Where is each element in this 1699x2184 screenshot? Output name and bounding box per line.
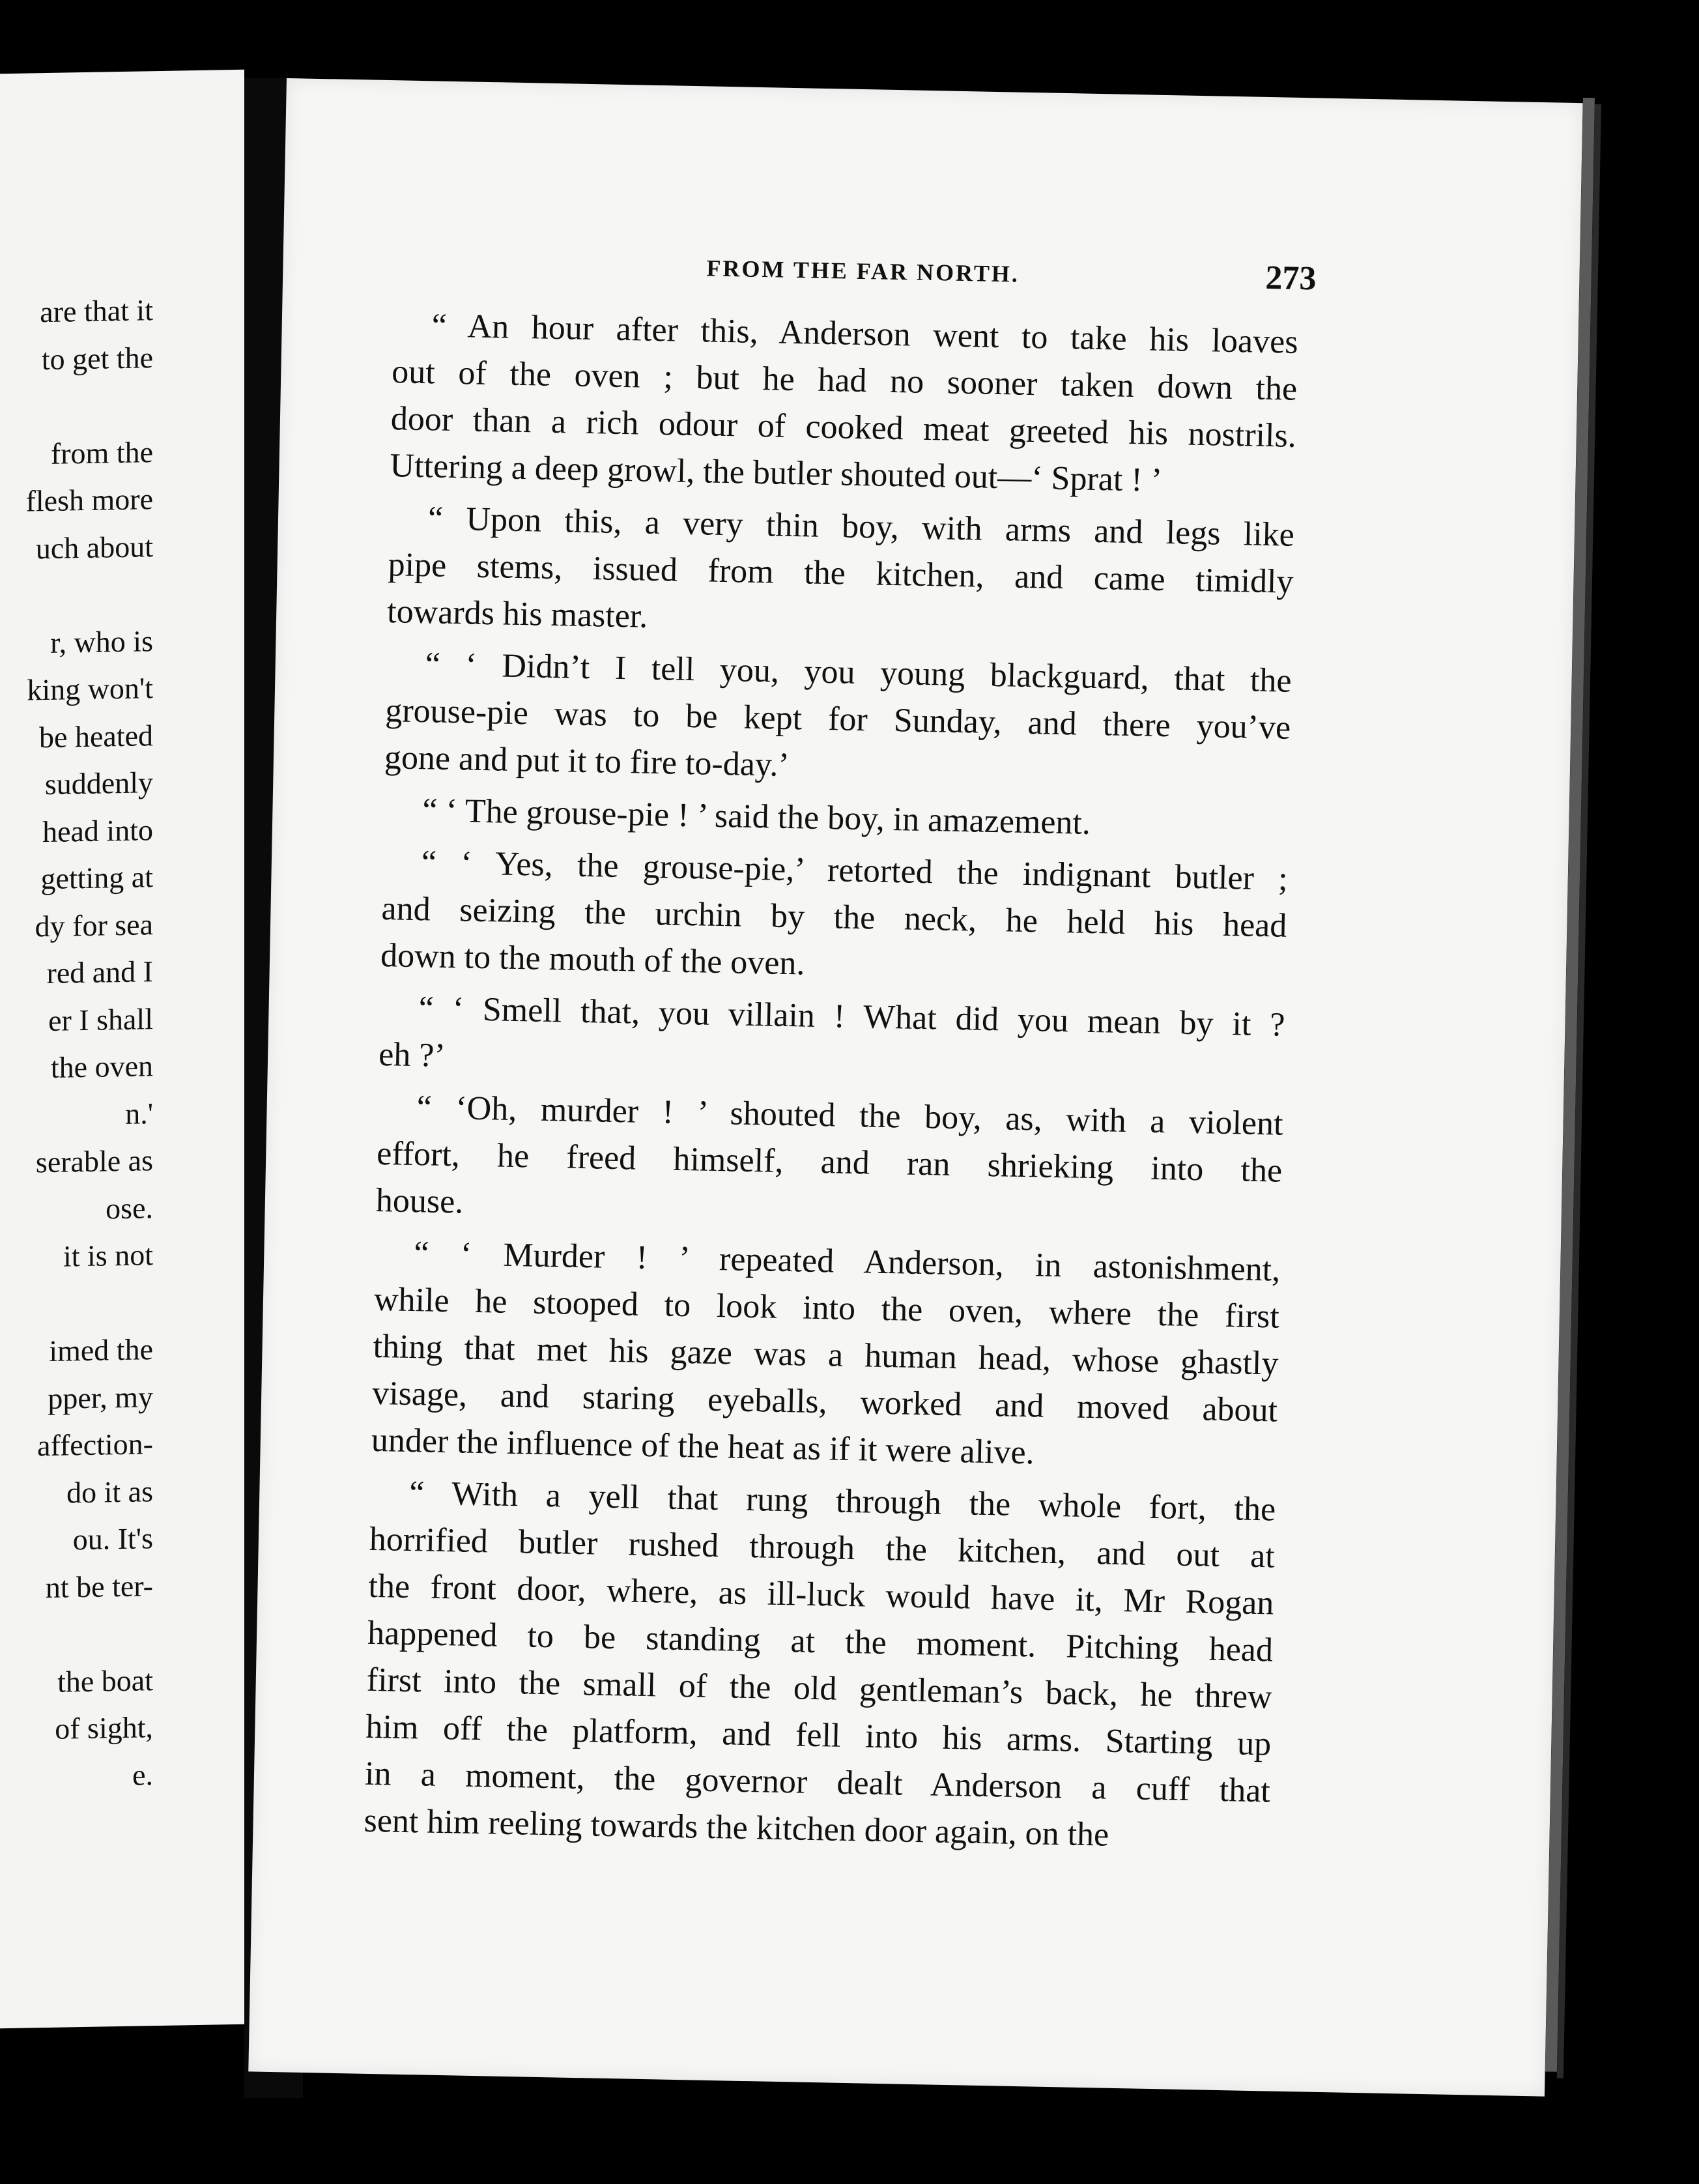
text-line: pipe stems, issued from the kitchen, and came timidly	[388, 546, 1294, 601]
left-page-line: the boat	[57, 1663, 153, 1699]
text-line: under the influence of the heat as if it were alive.	[371, 1421, 1035, 1472]
left-page-line: suddenly	[44, 766, 153, 801]
text-line: “ ‘ Didn’t I tell you, you young blackguard, that the	[425, 646, 1292, 700]
text-line: happened to be standing at the moment. Pitching head	[367, 1614, 1274, 1669]
left-facing-page	[0, 70, 244, 2029]
paragraph	[371, 1229, 1281, 1482]
body-text	[364, 302, 1298, 1867]
left-page-line: getting at	[40, 860, 153, 896]
paragraph	[387, 495, 1295, 653]
text-line: Uttering a deep growl, the butler shouted out—‘ Sprat ! ’	[390, 447, 1163, 499]
left-page-line: uch about	[35, 529, 153, 565]
text-line: “ ‘ Yes, the grouse-pie,’ retorted the indignant butler ;	[421, 844, 1289, 898]
text-line: first into the small of the old gentleman’s back, he threw	[366, 1661, 1273, 1716]
paragraph	[380, 839, 1288, 997]
text-line: eh ?’	[378, 1035, 446, 1074]
left-page-line: red and I	[46, 955, 153, 990]
left-page-line: serable as	[35, 1143, 153, 1179]
left-page-line: ose.	[106, 1190, 153, 1225]
left-page-line: the oven	[50, 1049, 153, 1084]
left-page-line: are that it	[40, 293, 153, 329]
page-number: 273	[1264, 259, 1317, 298]
text-line: the front door, where, as ill-luck would have it, Mr Rogan	[368, 1567, 1274, 1622]
text-line: down to the mouth of the oven.	[380, 937, 805, 983]
left-page-line: dy for sea	[35, 907, 153, 943]
text-line: “ An hour after this, Anderson went to take his loaves	[431, 307, 1299, 361]
left-page-line: be heated	[39, 718, 153, 754]
left-page-line: e.	[132, 1757, 153, 1792]
left-page-line: imed the	[49, 1332, 153, 1368]
paragraph	[375, 1084, 1283, 1242]
left-page-line: r, who is	[50, 624, 153, 659]
text-line: “ ‘Oh, murder ! ’ shouted the boy, as, with a violent	[416, 1089, 1284, 1143]
text-line: visage, and staring eyeballs, worked and moved about	[371, 1374, 1278, 1430]
left-page-line: er I shall	[48, 1001, 153, 1037]
text-line: grouse-pie was to be kept for Sunday, and there you’ve	[384, 692, 1291, 747]
left-page-line: it is not	[63, 1238, 153, 1273]
text-line: “ ‘ Smell that, you villain ! What did you mean by it ?	[418, 990, 1285, 1044]
text-line: sent him reeling towards the kitchen door again, on the	[364, 1802, 1109, 1854]
text-line: towards his master.	[386, 593, 648, 635]
left-page-line: pper, my	[48, 1379, 153, 1415]
text-line: in a moment, the governor dealt Anderson a cuff that	[364, 1755, 1271, 1810]
text-line: door than a rich odour of cooked meat greeted his nostrils.	[390, 400, 1297, 455]
main-page	[248, 78, 1582, 2097]
left-page-line: of sight,	[55, 1710, 153, 1746]
text-line: “ With a yell that rung through the whole fort, the	[408, 1474, 1276, 1529]
running-head: FROM THE FAR NORTH.	[706, 255, 1020, 287]
left-page-line: nt be ter-	[45, 1568, 153, 1604]
left-page-line: affection-	[37, 1427, 153, 1463]
paragraph	[364, 1469, 1276, 1862]
text-line: him off the platform, and fell into his arms. Starting up	[365, 1708, 1272, 1763]
text-line: “ ‘ Murder ! ’ repeated Anderson, in astonishment,	[413, 1235, 1281, 1289]
text-line: “ ‘ The grouse-pie ! ’ said the boy, in amazement.	[421, 792, 1091, 842]
paragraph	[384, 640, 1292, 799]
text-line: and seizing the urchin by the neck, he held his head	[381, 890, 1287, 945]
text-line: “ Upon this, a very thin boy, with arms and legs like	[427, 500, 1295, 554]
text-line: horrified butler rushed through the kitchen, and out at	[369, 1520, 1276, 1575]
left-page-line: head into	[42, 812, 153, 848]
left-page-line: king won't	[27, 671, 153, 707]
left-page-line: n.'	[125, 1096, 153, 1130]
text-line: gone and put it to fire to-day.’	[384, 739, 790, 784]
left-page-line: flesh more	[25, 482, 153, 518]
left-page-line: from the	[50, 435, 153, 470]
text-line: out of the oven ; but he had no sooner taken down the	[391, 353, 1298, 408]
paragraph	[390, 302, 1298, 507]
left-page-text	[0, 70, 244, 1792]
left-page-line: to get the	[41, 340, 153, 376]
left-page-line: do it as	[66, 1474, 153, 1509]
text-line: thing that met his gaze was a human head, whose ghastly	[373, 1327, 1279, 1383]
text-line: house.	[375, 1181, 464, 1221]
paragraph	[378, 984, 1286, 1096]
left-page-line: ou. It's	[72, 1521, 153, 1557]
text-line: effort, he freed himself, and ran shrieking into the	[376, 1134, 1283, 1190]
text-line: while he stooped to look into the oven, where the first	[373, 1280, 1280, 1336]
